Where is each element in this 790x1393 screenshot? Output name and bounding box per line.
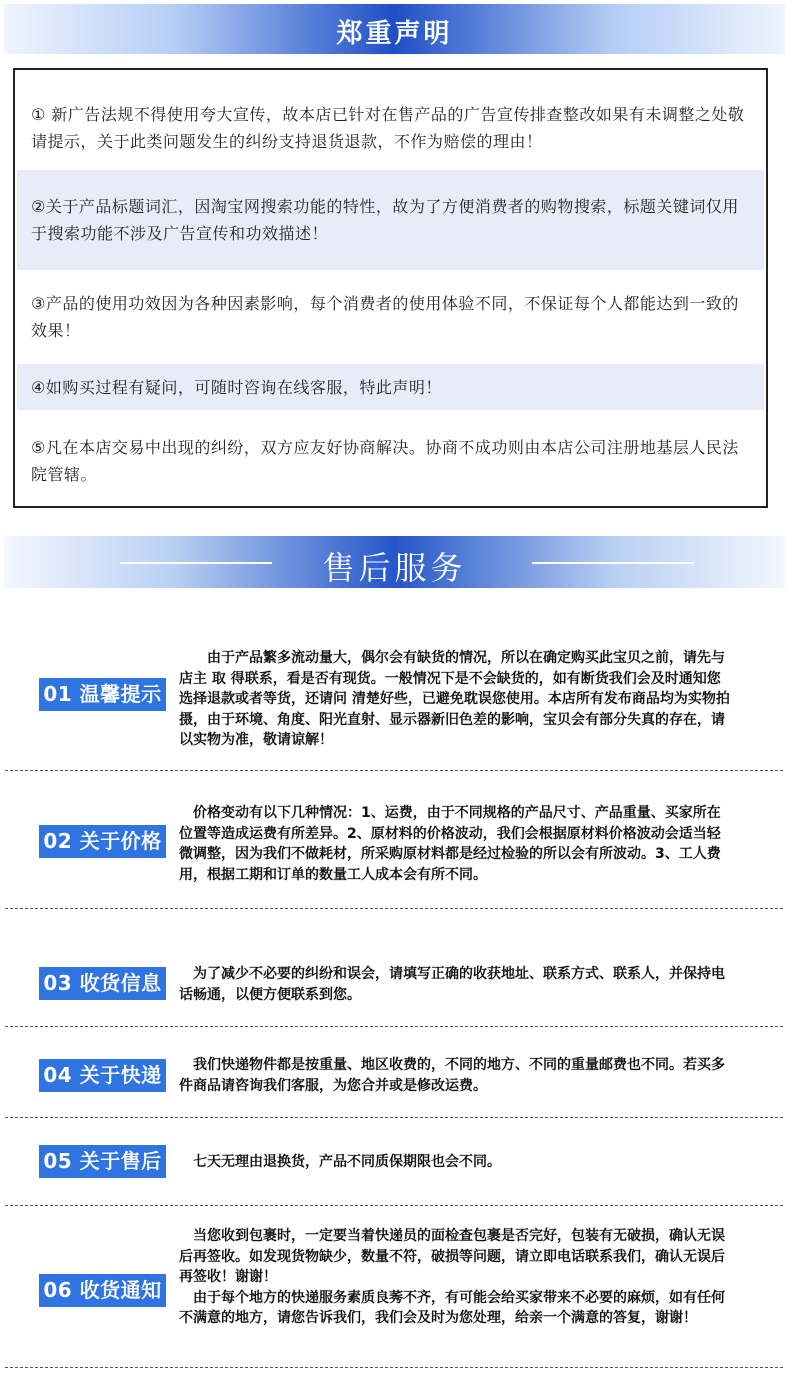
badge-receipt-notice: 06 收货通知 bbox=[39, 1274, 166, 1307]
text-after-sales: 七天无理由退换货，产品不同质保期限也会不同。 bbox=[179, 1154, 501, 1170]
divider bbox=[5, 1367, 783, 1368]
declaration-item-4: ④如购买过程有疑问，可随时咨询在线客服，特此声明！ bbox=[17, 364, 764, 410]
declaration-item-3: ③产品的使用功效因为各种因素影响，每个消费者的使用体验不同，不保证每个人都能达到一致的效果！ bbox=[31, 294, 739, 340]
badge-after-sales: 05 关于售后 bbox=[39, 1145, 166, 1178]
divider bbox=[5, 1117, 783, 1118]
declaration-item-1: ① 新广告法规不得使用夸大宣传，故本店已针对在售产品的广告宣传排查整改如果有未调整之处敬请提示，关于此类问题发生的纠纷支持退货退款，不作为赔偿的理由！ bbox=[31, 105, 745, 151]
after-sales-banner bbox=[4, 536, 785, 588]
badge-express: 04 关于快递 bbox=[39, 1059, 166, 1092]
text-receipt-notice: 当您收到包裹时，一定要当着快递员的面检查包裹是否完好，包装有无破损，确认无误后再签收。如发现货物缺少，数量不符，破损等问题，请立即电话联系我们，确认无误后再签收！谢谢！ 由于每个地方的快递服务素质良莠不齐，有可能会给买家带来不必要的麻烦，如有任何不满意的地方，请您告诉我们，我们会及时为您处理，给亲一个满意的答复，谢谢！ bbox=[179, 1228, 725, 1326]
badge-price: 02 关于价格 bbox=[39, 825, 166, 858]
after-sales-title: 售后服务 bbox=[322, 549, 467, 587]
badge-receipt-info: 03 收货信息 bbox=[39, 967, 166, 1000]
divider bbox=[5, 908, 783, 909]
declaration-item-2: ②关于产品标题词汇，因淘宝网搜索功能的特性，故为了方便消费者的购物搜索，标题关键词仅用于搜索功能不涉及广告宣传和功效描述！ bbox=[17, 170, 764, 270]
divider bbox=[5, 770, 783, 771]
divider bbox=[5, 1205, 783, 1206]
divider bbox=[5, 1026, 783, 1027]
declaration-item-5: ⑤凡在本店交易中出现的纠纷，双方应友好协商解决。协商不成功则由本店公司注册地基层人民法院管辖。 bbox=[31, 438, 739, 484]
text-receipt-info: 为了减少不必要的纠纷和误会，请填写正确的收获地址、联系方式、联系人，并保持电话畅通，以便方便联系到您。 bbox=[179, 966, 725, 1003]
text-warm-tips: 由于产品繁多流动量大，偶尔会有缺货的情况，所以在确定购买此宝贝之前，请先与店主 取 得联系，看是否有现货。一般情况下是不会缺货的，如有断货我们会及时通知您选择退款或者等货，还请问 清楚好些，已避免耽误您使用。本店所有发布商品均为实物拍摄，由于环境、角度、阳光直射、显示器新旧色差的影响，宝贝会有部分失真的存在，请以实物为准，敬请谅解！ bbox=[179, 650, 730, 748]
text-price: 价格变动有以下几种情况：1、运费，由于不同规格的产品尺寸、产品重量、买家所在位置等造成运费有所差异。2、原材料的价格波动，我们会根据原材料价格波动会适当轻微调整，因为我们不做耗材，所采购原材料都是经过检验的所以会有所波动。3、工人费用，根据工期和订单的数量工人成本会有所不同。 bbox=[179, 805, 721, 883]
declaration-title: 郑重声明 bbox=[336, 19, 453, 49]
declaration-banner bbox=[4, 4, 785, 54]
text-express: 我们快递物件都是按重量、地区收费的，不同的地方、不同的重量邮费也不同。若买多件商品请咨询我们客服，为您合并或是修改运费。 bbox=[179, 1057, 725, 1094]
declaration-box bbox=[13, 68, 768, 508]
badge-warm-tips: 01 温馨提示 bbox=[39, 678, 166, 711]
